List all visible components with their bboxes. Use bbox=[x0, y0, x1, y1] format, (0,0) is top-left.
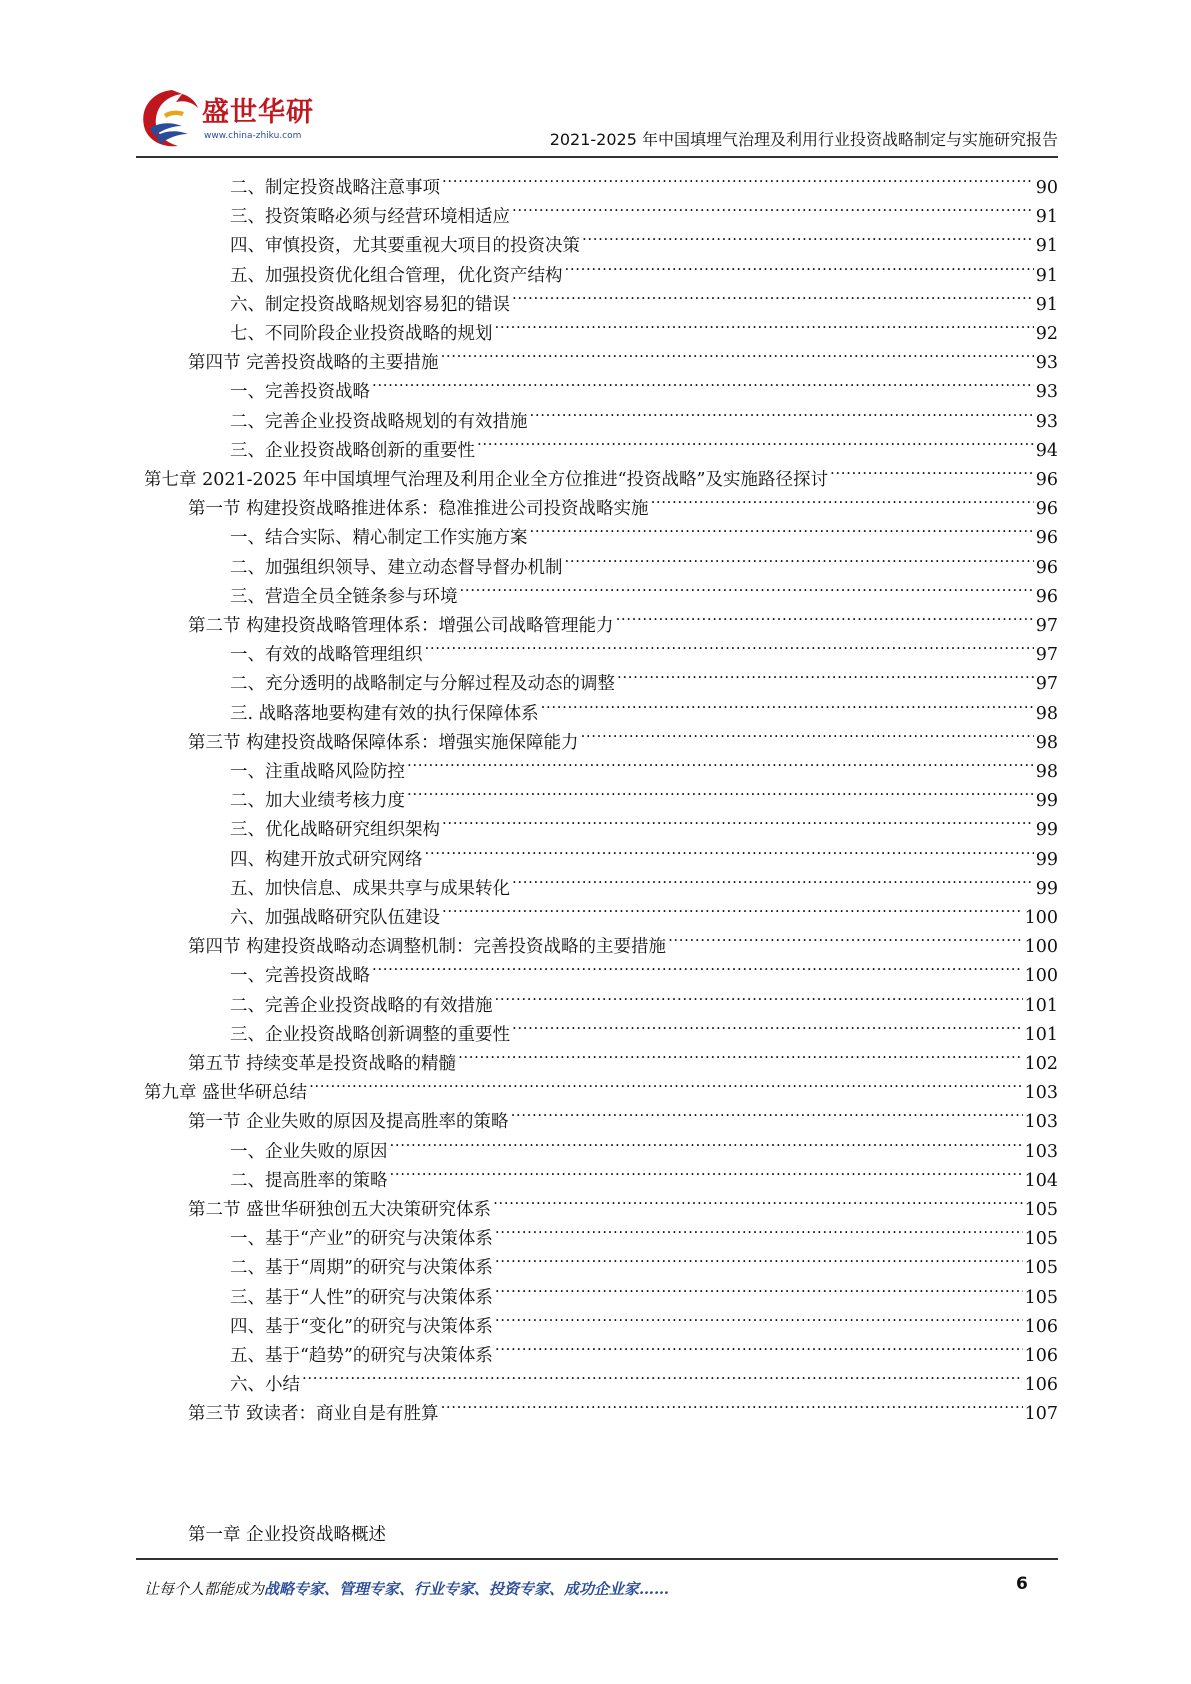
toc-entry[interactable] bbox=[188, 1038, 1058, 1074]
toc-entry[interactable] bbox=[230, 308, 1058, 344]
toc-entry[interactable] bbox=[230, 1126, 1058, 1162]
toc-entry[interactable] bbox=[230, 1359, 1058, 1396]
toc-entry-page: 106 bbox=[1024, 1375, 1058, 1396]
toc-entry-page: 103 bbox=[1024, 1141, 1058, 1162]
toc-entry-title: 二、完善企业投资战略规划的有效措施 bbox=[230, 411, 528, 432]
toc-entry[interactable] bbox=[230, 1213, 1058, 1250]
logo-url: www.china-zhiku.com bbox=[204, 131, 302, 141]
toc-entry-title: 一、有效的战略管理组织 bbox=[230, 645, 423, 666]
toc-entry-page: 91 bbox=[1035, 207, 1058, 228]
toc-dot-leader bbox=[651, 483, 1034, 514]
toc-dot-leader bbox=[309, 1067, 1023, 1098]
toc-entry[interactable] bbox=[144, 454, 1058, 490]
toc-entry-page: 106 bbox=[1024, 1316, 1058, 1337]
toc-dot-leader bbox=[512, 191, 1034, 222]
toc-dot-leader bbox=[495, 1242, 1023, 1273]
toc-entry-page: 93 bbox=[1035, 382, 1058, 403]
toc-entry-page: 91 bbox=[1035, 265, 1058, 286]
toc-entry-page: 90 bbox=[1035, 178, 1058, 198]
next-chapter-heading: 第一章 企业投资战略概述 bbox=[188, 1525, 387, 1545]
toc-entry-title: 第二节 构建投资战略管理体系：增强公司战略管理能力 bbox=[188, 616, 614, 636]
toc-entry-title: 第二节 盛世华研独创五大决策研究体系 bbox=[188, 1200, 492, 1220]
toc-entry-title: 一、完善投资战略 bbox=[230, 382, 370, 403]
toc-entry-title: 第七章 2021-2025 年中国填埋气治理及利用企业全方位推进“投资战略”及实施路径探讨 bbox=[144, 470, 829, 490]
toc-entry[interactable] bbox=[230, 950, 1058, 987]
toc-entry-title: 第一节 构建投资战略推进体系：稳准推进公司投资战略实施 bbox=[188, 499, 649, 520]
toc-dot-leader bbox=[668, 921, 1023, 952]
toc-dot-leader bbox=[512, 1009, 1023, 1040]
toc-entry-page: 96 bbox=[1035, 499, 1058, 520]
toc-dot-leader bbox=[530, 512, 1034, 543]
toc-dot-leader bbox=[616, 600, 1034, 631]
toc-dot-leader bbox=[477, 425, 1034, 456]
toc-entry-page: 96 bbox=[1035, 528, 1058, 549]
toc-entry[interactable] bbox=[230, 746, 1058, 782]
toc-entry-page: 100 bbox=[1024, 937, 1058, 958]
toc-dot-leader bbox=[442, 804, 1034, 835]
toc-entry-title: 六、制定投资战略规划容易犯的错误 bbox=[230, 294, 510, 315]
toc-entry-page: 97 bbox=[1035, 645, 1058, 666]
toc-entry-page: 102 bbox=[1024, 1054, 1058, 1074]
toc-entry-page: 100 bbox=[1024, 966, 1058, 987]
toc-dot-leader bbox=[541, 688, 1034, 719]
toc-entry-title: 二、完善企业投资战略的有效措施 bbox=[230, 995, 493, 1016]
toc-entry-page: 94 bbox=[1035, 440, 1058, 461]
toc-dot-leader bbox=[495, 1330, 1023, 1361]
toc-dot-leader bbox=[442, 162, 1034, 193]
toc-entry[interactable] bbox=[188, 1184, 1058, 1220]
toc-entry-page: 105 bbox=[1024, 1200, 1058, 1220]
toc-dot-leader bbox=[407, 775, 1034, 806]
toc-entry-title: 一、基于“产业”的研究与决策体系 bbox=[230, 1229, 493, 1250]
toc-entry-page: 96 bbox=[1035, 470, 1058, 490]
toc-dot-leader bbox=[512, 863, 1034, 894]
toc-entry[interactable] bbox=[230, 892, 1058, 928]
toc-entry-page: 98 bbox=[1035, 732, 1058, 753]
toc-dot-leader bbox=[390, 1155, 1023, 1186]
toc-entry[interactable] bbox=[230, 396, 1058, 432]
toc-entry-title: 三、企业投资战略创新调整的重要性 bbox=[230, 1024, 510, 1045]
toc-entry[interactable] bbox=[230, 279, 1058, 315]
toc-entry[interactable] bbox=[230, 1009, 1058, 1045]
toc-entry-page: 93 bbox=[1035, 353, 1058, 374]
toc-entry[interactable] bbox=[230, 250, 1058, 286]
toc-entry[interactable] bbox=[230, 220, 1058, 257]
toc-entry-page: 91 bbox=[1035, 236, 1058, 257]
toc-dot-leader bbox=[495, 1213, 1023, 1244]
toc-dot-leader bbox=[830, 454, 1034, 485]
toc-entry-page: 96 bbox=[1035, 586, 1058, 607]
toc-entry-page: 98 bbox=[1035, 703, 1058, 724]
toc-entry-page: 100 bbox=[1024, 908, 1058, 928]
toc-entry[interactable] bbox=[230, 425, 1058, 461]
toc-dot-leader bbox=[493, 1184, 1023, 1215]
toc-entry-page: 104 bbox=[1024, 1170, 1058, 1191]
toc-entry-page: 103 bbox=[1024, 1112, 1058, 1133]
toc-entry[interactable] bbox=[230, 1242, 1058, 1279]
toc-entry-title: 七、不同阶段企业投资战略的规划 bbox=[230, 324, 493, 344]
toc-dot-leader bbox=[565, 250, 1034, 281]
logo-name: 盛世华研 bbox=[202, 97, 314, 128]
toc-entry[interactable] bbox=[230, 542, 1058, 578]
logo-swoosh-icon bbox=[138, 86, 204, 150]
toc-entry-title: 二、提高胜率的策略 bbox=[230, 1170, 388, 1191]
toc-entry[interactable] bbox=[230, 629, 1058, 666]
page-header bbox=[0, 0, 1191, 160]
toc-entry[interactable] bbox=[188, 1096, 1058, 1133]
toc-entry-title: 二、制定投资战略注意事项 bbox=[230, 178, 440, 198]
toc-dot-leader bbox=[511, 1096, 1023, 1127]
toc-dot-leader bbox=[372, 950, 1023, 981]
toc-entry-title: 二、加强组织领导、建立动态督导督办机制 bbox=[230, 557, 563, 578]
page-number: 6 bbox=[1016, 1574, 1028, 1594]
report-title: 2021-2025 年中国填埋气治理及利用行业投资战略制定与实施研究报告 bbox=[549, 130, 1058, 149]
toc-dot-leader bbox=[441, 1388, 1023, 1419]
toc-entry-page: 97 bbox=[1035, 674, 1058, 695]
toc-entry[interactable] bbox=[230, 1301, 1058, 1337]
toc-entry-page: 105 bbox=[1024, 1229, 1058, 1250]
toc-entry-page: 92 bbox=[1035, 324, 1058, 344]
toc-entry-page: 103 bbox=[1024, 1083, 1058, 1104]
toc-entry-title: 第一节 企业失败的原因及提高胜率的策略 bbox=[188, 1112, 509, 1133]
toc-entry-page: 106 bbox=[1024, 1346, 1058, 1366]
toc-entry-title: 二、加大业绩考核力度 bbox=[230, 791, 405, 812]
toc-entry-title: 一、完善投资战略 bbox=[230, 966, 370, 987]
toc-entry-title: 三、营造全员全链条参与环境 bbox=[230, 586, 458, 607]
toc-entry-title: 第四节 构建投资战略动态调整机制：完善投资战略的主要措施 bbox=[188, 937, 667, 958]
toc-entry[interactable] bbox=[230, 658, 1058, 695]
toc-entry[interactable] bbox=[188, 1388, 1058, 1425]
toc-entry-page: 105 bbox=[1024, 1287, 1058, 1308]
slogan-accent: 战略专家、管理专家、行业专家、投资专家、成功企业家 bbox=[264, 1580, 640, 1598]
toc-dot-leader bbox=[582, 220, 1034, 251]
toc-dot-leader bbox=[372, 366, 1034, 397]
toc-entry-title: 三、投资策略必须与经营环境相适应 bbox=[230, 207, 510, 228]
toc-dot-leader bbox=[495, 1301, 1023, 1332]
toc-entry-page: 93 bbox=[1035, 411, 1058, 432]
toc-entry-title: 一、结合实际、精心制定工作实施方案 bbox=[230, 528, 528, 549]
toc-dot-leader bbox=[581, 717, 1034, 748]
toc-entry-page: 99 bbox=[1035, 791, 1058, 812]
toc-entry-page: 107 bbox=[1024, 1404, 1058, 1425]
toc-dot-leader bbox=[302, 1359, 1023, 1390]
toc-entry[interactable] bbox=[230, 688, 1058, 724]
toc-entry[interactable] bbox=[230, 366, 1058, 403]
toc-dot-leader bbox=[458, 1038, 1023, 1069]
toc-entry[interactable] bbox=[230, 980, 1058, 1016]
toc-entry[interactable] bbox=[230, 804, 1058, 841]
toc-entry[interactable] bbox=[188, 337, 1058, 374]
toc-entry-title: 第五节 持续变革是投资战略的精髓 bbox=[188, 1054, 457, 1074]
footer-slogan bbox=[144, 1578, 669, 1599]
company-logo bbox=[138, 86, 314, 150]
toc-entry-page: 96 bbox=[1035, 557, 1058, 578]
toc-dot-leader bbox=[425, 834, 1034, 865]
toc-dot-leader bbox=[495, 308, 1034, 339]
toc-dot-leader bbox=[442, 892, 1023, 923]
toc-entry-title: 三、优化战略研究组织架构 bbox=[230, 820, 440, 841]
toc-entry-title: 一、企业失败的原因 bbox=[230, 1141, 388, 1162]
toc-entry-title: 五、基于“趋势”的研究与决策体系 bbox=[230, 1346, 493, 1366]
toc-entry-title: 第四节 完善投资战略的主要措施 bbox=[188, 353, 439, 374]
toc-entry[interactable] bbox=[144, 1067, 1058, 1104]
toc-entry-title: 第九章 盛世华研总结 bbox=[144, 1083, 308, 1104]
toc-entry-title: 三. 战略落地要构建有效的执行保障体系 bbox=[230, 703, 539, 724]
toc-entry[interactable] bbox=[230, 1330, 1058, 1366]
toc-entry-title: 第三节 致读者：商业自是有胜算 bbox=[188, 1404, 439, 1425]
toc-entry-title: 五、加快信息、成果共享与成果转化 bbox=[230, 878, 510, 899]
toc-entry[interactable] bbox=[230, 1155, 1058, 1191]
toc-entry[interactable] bbox=[230, 512, 1058, 549]
toc-dot-leader bbox=[530, 396, 1034, 427]
toc-entry[interactable] bbox=[230, 191, 1058, 228]
toc-dot-leader bbox=[425, 629, 1034, 660]
slogan-suffix: …… bbox=[639, 1580, 670, 1598]
toc-entry-title: 第三节 构建投资战略保障体系：增强实施保障能力 bbox=[188, 732, 579, 753]
toc-entry-title: 六、加强战略研究队伍建设 bbox=[230, 908, 440, 928]
toc-dot-leader bbox=[495, 980, 1023, 1011]
toc-entry-page: 105 bbox=[1024, 1258, 1058, 1279]
toc-entry-page: 98 bbox=[1035, 762, 1058, 782]
toc-entry-page: 101 bbox=[1024, 995, 1058, 1016]
toc-entry-title: 三、基于“人性”的研究与决策体系 bbox=[230, 1287, 493, 1308]
slogan-prefix: 让每个人都能成为 bbox=[144, 1580, 265, 1598]
toc-dot-leader bbox=[460, 571, 1034, 602]
toc-entry-page: 97 bbox=[1035, 616, 1058, 636]
toc-entry[interactable] bbox=[188, 921, 1058, 958]
toc-entry[interactable] bbox=[230, 1272, 1058, 1308]
toc-entry[interactable] bbox=[188, 600, 1058, 636]
toc-entry-title: 五、加强投资优化组合管理，优化资产结构 bbox=[230, 265, 563, 286]
toc-entry-title: 一、注重战略风险防控 bbox=[230, 762, 405, 782]
toc-entry[interactable] bbox=[230, 775, 1058, 812]
toc-entry-title: 六、小结 bbox=[230, 1375, 300, 1396]
toc-dot-leader bbox=[407, 746, 1034, 777]
toc-dot-leader bbox=[495, 1272, 1023, 1303]
toc-entry-page: 101 bbox=[1024, 1024, 1058, 1045]
toc-entry-title: 二、充分透明的战略制定与分解过程及动态的调整 bbox=[230, 674, 615, 695]
toc-entry[interactable] bbox=[188, 717, 1058, 753]
toc-entry-title: 四、审慎投资，尤其要重视大项目的投资决策 bbox=[230, 236, 580, 257]
toc-entry[interactable] bbox=[230, 863, 1058, 899]
toc-entry-page: 99 bbox=[1035, 820, 1058, 841]
toc-entry[interactable] bbox=[230, 162, 1058, 198]
toc-entry-title: 四、基于“变化”的研究与决策体系 bbox=[230, 1316, 493, 1337]
toc-dot-leader bbox=[441, 337, 1034, 368]
toc-entry-title: 四、构建开放式研究网络 bbox=[230, 849, 423, 870]
toc-entry-page: 99 bbox=[1035, 878, 1058, 899]
toc-entry[interactable] bbox=[230, 571, 1058, 607]
header-divider bbox=[136, 156, 1058, 158]
toc-dot-leader bbox=[512, 279, 1034, 310]
toc-entry[interactable] bbox=[230, 834, 1058, 870]
toc-dot-leader bbox=[617, 658, 1034, 689]
toc-entry[interactable] bbox=[188, 483, 1058, 520]
toc-entry-page: 99 bbox=[1035, 849, 1058, 870]
toc-entry-title: 二、基于“周期”的研究与决策体系 bbox=[230, 1258, 493, 1279]
toc-dot-leader bbox=[565, 542, 1034, 573]
footer-divider bbox=[136, 1558, 1058, 1560]
toc-dot-leader bbox=[390, 1126, 1023, 1157]
toc-entry-page: 91 bbox=[1035, 294, 1058, 315]
toc-entry-title: 三、企业投资战略创新的重要性 bbox=[230, 440, 475, 461]
